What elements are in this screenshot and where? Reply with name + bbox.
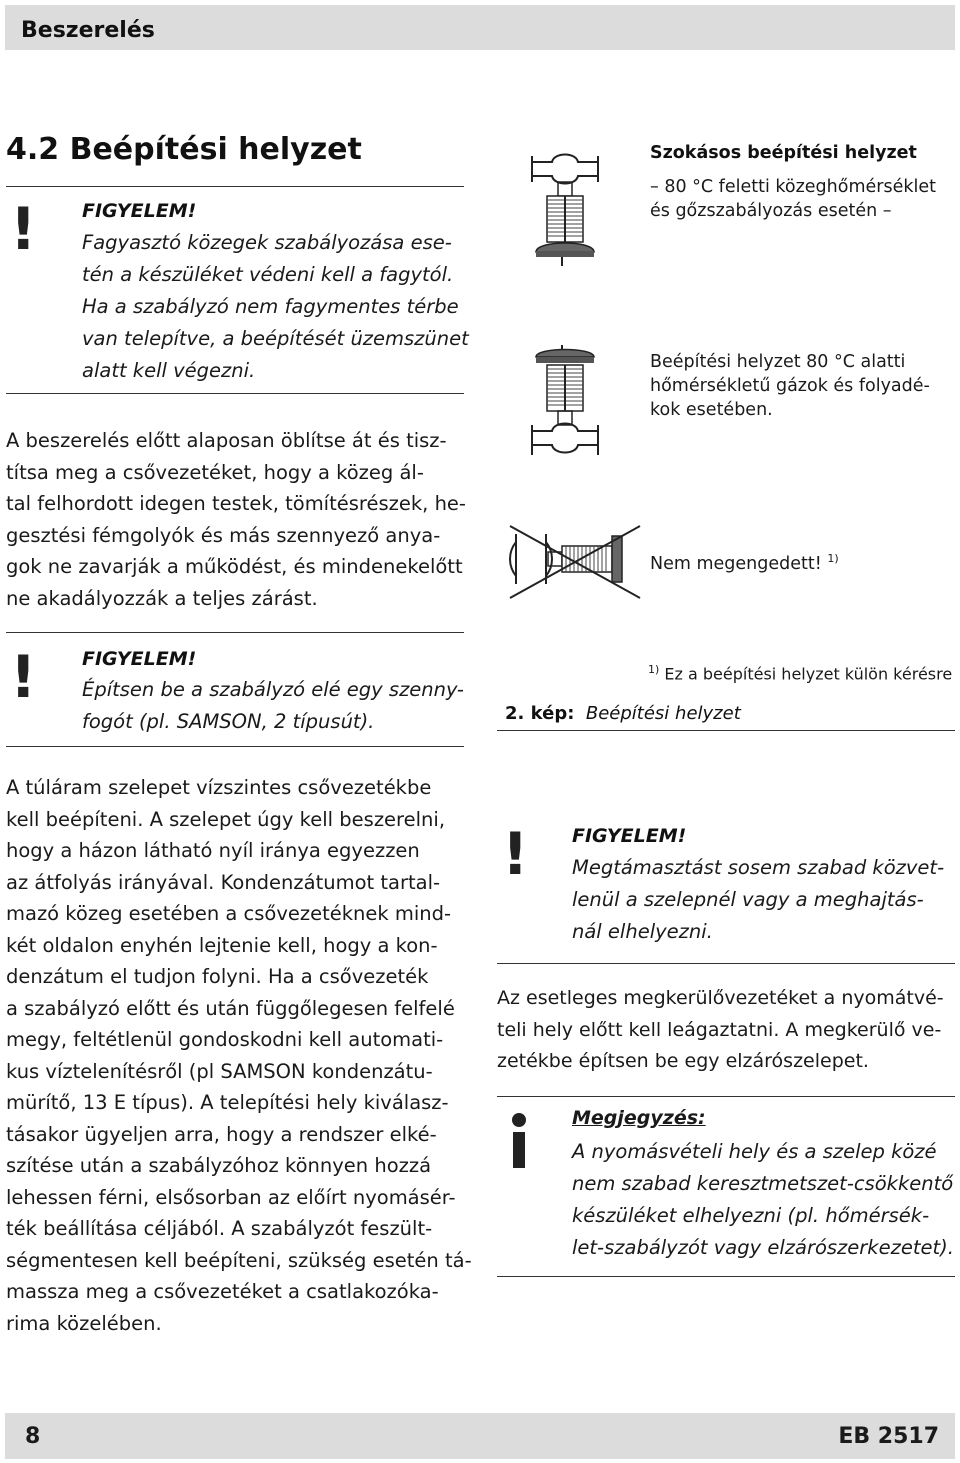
paragraph-flush: A beszerelés előtt alaposan öblítse át és tisz- títsa meg a csővezetéket, hogy a közeg ál- tal felhordott idegen testek, tömítésrészek, he- gesztési fémgolyók és más szennyező anya- gok ne zavarják a működést, és mindenekelőtt ne akadályozzák a teljes zárást. xyxy=(6,429,466,610)
warning-title: FIGYELEM! xyxy=(572,825,687,847)
footer-bar xyxy=(5,1413,955,1459)
figure-item3-text: Nem megengedett! $^{1)}$ xyxy=(650,552,839,574)
figure-footnote: $^{1)}$ Ez a beépítési helyzet külön kérésre xyxy=(648,663,953,684)
divider xyxy=(6,746,464,747)
note-text: A nyomásvételi hely és a szelep közé nem szabad keresztmetszet-csökkentő készüléket elhelyezni (pl. hőmérsék- let-szabályzót vagy elzárószerkezetet). xyxy=(572,1140,954,1259)
warning-text: Megtámasztást sosem szabad közvet- lenül a szelepnél vagy a meghajtás- nál elhelyezni. xyxy=(572,856,945,943)
paragraph-install: A túláram szelepet vízszintes csővezetékbe kell beépíteni. A szelepet úgy kell beszerelni, hogy a házon látható nyíl iránya egyezzen az átfolyás irányával. Kondenzátumot tartal- mazó közeg esetében a csővezetéknek mind- két oldalon enyhén lejtenie kell, hogy a kon- denzátum el tudjon folyni. Ha a csővezeték a szabályzó előtt és után függőlegesen felfelé megy, feltétlenül gondoskodni kell automati- kus víztelenítésről (pl SAMSON kondenzátu- mürítő, 13 E típus). A telepítési hely kiválasz- tásakor ügyeljen arra, hogy a rendszer elké- szítése után a szabályzóhoz könnyen hozzá lehessen férni, elsősorban az előírt nyomásér- ték beállítása céljából. A szabályzót feszült- ségmentesen kell beépíteni, szükség esetén tá- massza meg a csővezetéket a csatlakozóka- rima közelében. xyxy=(6,776,472,1335)
divider xyxy=(497,1276,955,1277)
divider xyxy=(6,393,464,394)
section-title: 4.2 Beépítési helyzet xyxy=(6,132,362,167)
exclamation-icon: ! xyxy=(10,643,37,711)
warning-title: FIGYELEM! xyxy=(82,200,197,222)
figure-item2-text: Beépítési helyzet 80 °C alatti hőmérsékletű gázok és folyadé- kok esetében. xyxy=(650,352,930,420)
divider xyxy=(497,963,955,964)
warning-title: FIGYELEM! xyxy=(82,648,197,670)
info-icon xyxy=(497,1112,541,1172)
warning-text: Építsen be a szabályzó elé egy szenny- fogót (pl. SAMSON, 2 típusút). xyxy=(82,678,464,733)
figure-item1-text: – 80 °C feletti közeghőmérséklet és gőzszabályozás esetén – xyxy=(650,177,936,221)
header-title: Beszerelés xyxy=(21,18,155,43)
valve-hanging-drawing xyxy=(512,345,622,465)
note-title: Megjegyzés: xyxy=(572,1107,706,1129)
warning-text: Fagyasztó közegek szabályozása ese- tén a készüléket védeni kell a fagytól. Ha a szabályzó nem fagymentes térbe van telepítve, a beépítését üzemszünet alatt kell végezni. xyxy=(82,231,469,382)
page-number: 8 xyxy=(25,1424,41,1449)
paragraph-bypass: Az esetleges megkerülővezetéket a nyomátvé- teli hely előtt kell leágaztatni. A megkerülő ve- zetékbe építsen be egy elzárószelepet. xyxy=(497,987,944,1072)
document-id: EB 2517 xyxy=(838,1424,939,1449)
divider xyxy=(497,1096,955,1097)
divider xyxy=(6,186,464,187)
valve-horizontal-crossed-drawing xyxy=(508,522,648,602)
exclamation-icon: ! xyxy=(10,195,37,263)
header-bar xyxy=(5,5,955,50)
divider xyxy=(6,632,464,633)
exclamation-icon: ! xyxy=(502,820,529,888)
divider xyxy=(497,730,955,731)
figure-item1-title: Szokásos beépítési helyzet xyxy=(650,143,917,163)
figure-caption: 2. kép: Beépítési helyzet xyxy=(505,703,741,724)
valve-upright-drawing xyxy=(512,148,622,268)
